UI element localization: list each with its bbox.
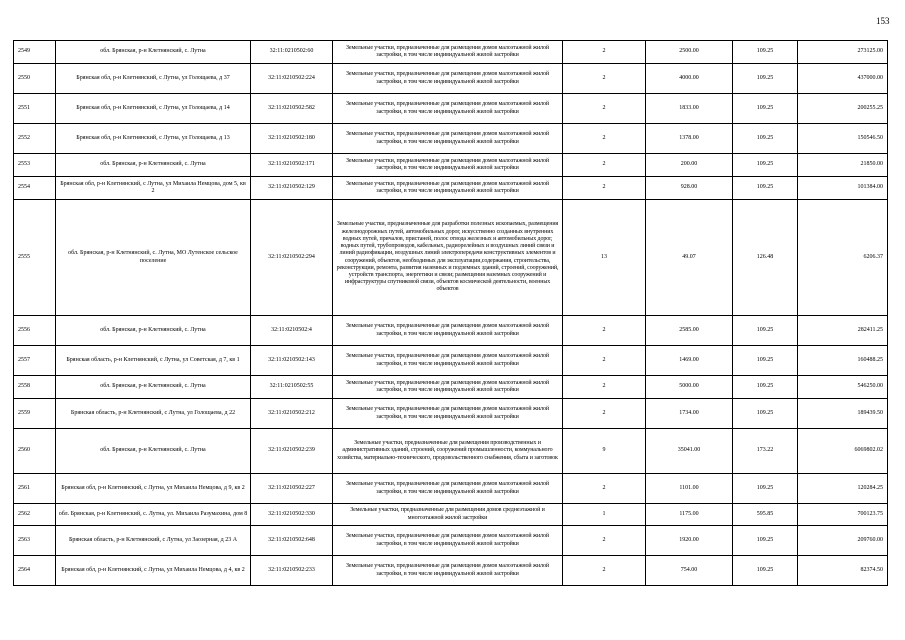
specific-value-cell: 109.25 [733,556,798,586]
use-group-cell: 1 [563,504,646,526]
cadastral-number-cell: 32:11:0210502:180 [251,124,333,154]
specific-value-cell: 109.25 [733,376,798,399]
area-cell: 4000.00 [646,64,733,94]
land-use-cell: Земельные участки, предназначенные для размещения производственных и административных зданий, строений, сооружений промышленности, коммунального хозяйства, материально-технического, продовольственного снабжения, сбыта и заготовок [333,429,563,474]
address-cell: Брянская обл, р-н Клетнянский, с Лутна, ул Голощаева, д 13 [56,124,251,154]
address-cell: Брянская область, р-н Клетнянский, с Лутна, ул Голощаева, д 22 [56,399,251,429]
area-cell: 5000.00 [646,376,733,399]
specific-value-cell: 173.22 [733,429,798,474]
cadastral-number-cell: 32:11:0210502:233 [251,556,333,586]
cadastral-value-cell: 82374.50 [798,556,888,586]
address-cell: Брянская обл, р-н Клетнянский, с Лутна, ул Михаила Немцова, д 4, кв 2 [56,556,251,586]
area-cell: 200.00 [646,154,733,177]
cadastral-value-cell: 150546.50 [798,124,888,154]
area-cell: 1378.00 [646,124,733,154]
cadastral-value-cell: 282411.25 [798,316,888,346]
row-number: 2551 [14,94,56,124]
table-row [14,154,888,177]
specific-value-cell: 109.25 [733,41,798,64]
table-row [14,177,888,200]
address-cell: обл. Брянская, р-н Клетнянский, с. Лутна, ул. Михаила Разумахина, дом 8 [56,504,251,526]
land-use-cell: Земельные участки, предназначенные для размещения домов малоэтажной жилой застройки, в том числе индивидуальной жилой застройки [333,154,563,177]
land-use-cell: Земельные участки, предназначенные для размещения домов малоэтажной жилой застройки, в том числе индивидуальной жилой застройки [333,376,563,399]
cadastral-number-cell: 32:11:0210502:129 [251,177,333,200]
specific-value-cell: 595.85 [733,504,798,526]
specific-value-cell: 109.25 [733,316,798,346]
address-cell: обл. Брянская, р-н Клетнянский, с. Лутна [56,376,251,399]
cadastral-number-cell: 32:11:0210502:582 [251,94,333,124]
table-row [14,474,888,504]
row-number: 2554 [14,177,56,200]
table-row [14,504,888,526]
address-cell: обл. Брянская, р-н Клетнянский, с. Лутна [56,41,251,64]
table-row [14,64,888,94]
address-cell: Брянская область, р-н Клетнянский, с Лутна, ул Заозерная, д 23 А [56,526,251,556]
cadastral-value-cell: 189439.50 [798,399,888,429]
specific-value-cell: 109.25 [733,399,798,429]
land-use-cell: Земельные участки, предназначенные для размещения домов малоэтажной жилой застройки, в том числе индивидуальной жилой застройки [333,177,563,200]
cadastral-value-cell: 546250.00 [798,376,888,399]
address-cell: обл. Брянская, р-н Клетнянский, с. Лутна [56,316,251,346]
area-cell: 1734.00 [646,399,733,429]
area-cell: 928.00 [646,177,733,200]
use-group-cell: 9 [563,429,646,474]
cadastral-number-cell: 32:11:0210502:227 [251,474,333,504]
cadastral-value-cell: 437000.00 [798,64,888,94]
table-row [14,376,888,399]
table-row [14,556,888,586]
cadastral-number-cell: 32:11:0210502:60 [251,41,333,64]
area-cell: 49.07 [646,200,733,316]
table-row [14,94,888,124]
specific-value-cell: 109.25 [733,94,798,124]
row-number: 2556 [14,316,56,346]
cadastral-value-table [13,40,888,586]
use-group-cell: 2 [563,474,646,504]
land-use-cell: Земельные участки, предназначенные для разработки полезных ископаемых, размещения железнодорожных путей, автомобильных дорог, искусственно созданных внутренних водных путей, причалов, пристаней, полос отвода железных и автомобильных дорог, водных путей, трубопроводов, кабельных, радиорелейных и воздушных линий связи и линий радиофикации, воздушных линий электропередачи конструктивных элементов и сооружений, объектов, необходимых для эксплуатации,содержания, строительства, реконструкции, ремонта, развития наземных и подземных зданий, строений, сооружений, устройств транспорта, энергетики и связи; размещения наземных сооружений и инфраструктуры спутниковой связи, объектов космической деятельности, военных объектов [333,200,563,316]
land-use-cell: Земельные участки, предназначенные для размещения домов малоэтажной жилой застройки, в том числе индивидуальной жилой застройки [333,64,563,94]
address-cell: Брянская обл, р-н Клетнянский, с Лутна, ул Михаила Немцова, д 9, кв 2 [56,474,251,504]
specific-value-cell: 109.25 [733,346,798,376]
address-cell: Брянская обл, р-н Клетнянский, с Лутна, ул Голощаева, д 14 [56,94,251,124]
table-row [14,526,888,556]
area-cell: 1469.00 [646,346,733,376]
cadastral-value-cell: 6069802.02 [798,429,888,474]
cadastral-number-cell: 32:11:0210502:330 [251,504,333,526]
row-number: 2563 [14,526,56,556]
specific-value-cell: 109.25 [733,124,798,154]
use-group-cell: 2 [563,376,646,399]
area-cell: 1833.00 [646,94,733,124]
area-cell: 1920.00 [646,526,733,556]
use-group-cell: 2 [563,64,646,94]
area-cell: 754.00 [646,556,733,586]
use-group-cell: 2 [563,316,646,346]
cadastral-value-cell: 700123.75 [798,504,888,526]
cadastral-value-cell: 209760.00 [798,526,888,556]
page-number: 153 [876,16,890,26]
use-group-cell: 2 [563,399,646,429]
cadastral-value-cell: 6206.37 [798,200,888,316]
row-number: 2552 [14,124,56,154]
cadastral-number-cell: 32:11:0210502:4 [251,316,333,346]
specific-value-cell: 126.48 [733,200,798,316]
use-group-cell: 2 [563,41,646,64]
specific-value-cell: 109.25 [733,64,798,94]
table-row [14,346,888,376]
row-number: 2559 [14,399,56,429]
specific-value-cell: 109.25 [733,474,798,504]
area-cell: 35041.00 [646,429,733,474]
use-group-cell: 13 [563,200,646,316]
address-cell: Брянская область, р-н Клетнянский, с Лутна, ул Советская, д 7, кв 1 [56,346,251,376]
row-number: 2550 [14,64,56,94]
land-use-cell: Земельные участки, предназначенные для размещения домов малоэтажной жилой застройки, в том числе индивидуальной жилой застройки [333,94,563,124]
row-number: 2553 [14,154,56,177]
cadastral-value-cell: 21850.00 [798,154,888,177]
use-group-cell: 2 [563,526,646,556]
use-group-cell: 2 [563,346,646,376]
specific-value-cell: 109.25 [733,526,798,556]
cadastral-number-cell: 32:11:0210502:143 [251,346,333,376]
address-cell: Брянская обл, р-н Клетнянский, с Лутна, ул Голощаева, д 37 [56,64,251,94]
address-cell: обл. Брянская, р-н Клетнянский, с. Лутна [56,429,251,474]
land-use-cell: Земельные участки, предназначенные для размещения домов малоэтажной жилой застройки, в том числе индивидуальной жилой застройки [333,556,563,586]
land-use-cell: Земельные участки, предназначенные для размещения домов среднеэтажной и многоэтажной жилой застройки [333,504,563,526]
cadastral-value-cell: 200255.25 [798,94,888,124]
cadastral-value-cell: 101384.00 [798,177,888,200]
land-use-cell: Земельные участки, предназначенные для размещения домов малоэтажной жилой застройки, в том числе индивидуальной жилой застройки [333,526,563,556]
area-cell: 2585.00 [646,316,733,346]
row-number: 2555 [14,200,56,316]
table-row [14,200,888,316]
row-number: 2560 [14,429,56,474]
specific-value-cell: 109.25 [733,154,798,177]
land-use-cell: Земельные участки, предназначенные для размещения домов малоэтажной жилой застройки, в том числе индивидуальной жилой застройки [333,346,563,376]
row-number: 2549 [14,41,56,64]
area-cell: 1175.00 [646,504,733,526]
address-cell: обл. Брянская, р-н Клетнянский, с. Лутна, МО Лутенское сельское поселение [56,200,251,316]
address-cell: Брянская обл, р-н Клетнянский, с Лутна, ул Михаила Немцова, дом 5, кв 2 [56,177,251,200]
cadastral-value-cell: 273125.00 [798,41,888,64]
cadastral-number-cell: 32:11:0210502:224 [251,64,333,94]
land-use-cell: Земельные участки, предназначенные для размещения домов малоэтажной жилой застройки, в том числе индивидуальной жилой застройки [333,316,563,346]
land-use-cell: Земельные участки, предназначенные для размещения домов малоэтажной жилой застройки, в том числе индивидуальной жилой застройки [333,474,563,504]
land-use-cell: Земельные участки, предназначенные для размещения домов малоэтажной жилой застройки, в том числе индивидуальной жилой застройки [333,124,563,154]
land-use-cell: Земельные участки, предназначенные для размещения домов малоэтажной жилой застройки, в том числе индивидуальной жилой застройки [333,399,563,429]
use-group-cell: 2 [563,556,646,586]
use-group-cell: 2 [563,154,646,177]
use-group-cell: 2 [563,94,646,124]
use-group-cell: 2 [563,177,646,200]
area-cell: 2500.00 [646,41,733,64]
table-row [14,124,888,154]
row-number: 2562 [14,504,56,526]
row-number: 2558 [14,376,56,399]
cadastral-number-cell: 32:11:0210502:239 [251,429,333,474]
table-row [14,41,888,64]
row-number: 2561 [14,474,56,504]
cadastral-number-cell: 32:11:0210502:212 [251,399,333,429]
land-use-cell: Земельные участки, предназначенные для размещения домов малоэтажной жилой застройки, в том числе индивидуальной жилой застройки [333,41,563,64]
row-number: 2564 [14,556,56,586]
table-row [14,429,888,474]
cadastral-number-cell: 32:11:0210502:55 [251,376,333,399]
cadastral-number-cell: 32:11:0210502:648 [251,526,333,556]
cadastral-value-cell: 120284.25 [798,474,888,504]
cadastral-value-cell: 160488.25 [798,346,888,376]
specific-value-cell: 109.25 [733,177,798,200]
table-body [14,41,888,586]
area-cell: 1101.00 [646,474,733,504]
use-group-cell: 2 [563,124,646,154]
table-row [14,399,888,429]
cadastral-number-cell: 32:11:0210502:171 [251,154,333,177]
address-cell: обл. Брянская, р-н Клетнянский, с. Лутна [56,154,251,177]
table-row [14,316,888,346]
row-number: 2557 [14,346,56,376]
cadastral-number-cell: 32:11:0210502:294 [251,200,333,316]
